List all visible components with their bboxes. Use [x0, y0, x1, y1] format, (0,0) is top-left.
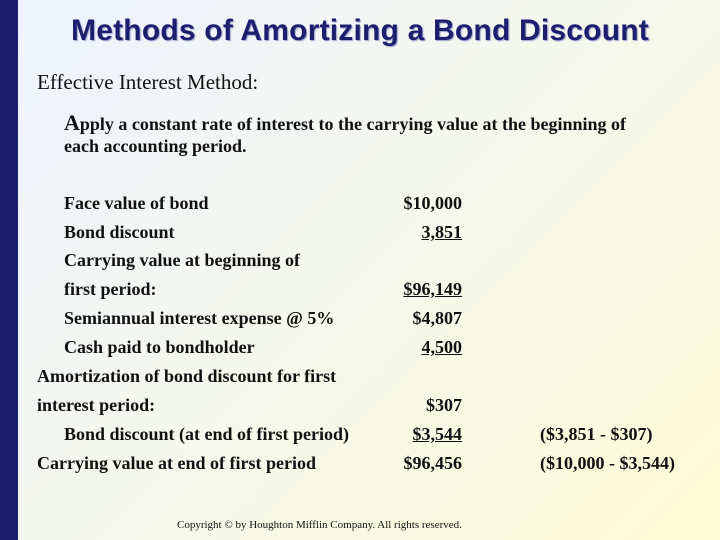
row-label-bond-discount: Bond discount	[64, 222, 175, 242]
row-value-discount-end: $3,544	[412, 424, 462, 444]
row-value-interest-period: $307	[426, 395, 462, 415]
row-label-interest-period: interest period:	[37, 395, 156, 415]
row-value-bond-discount: 3,851	[421, 222, 462, 242]
method-heading: Effective Interest Method:	[37, 70, 259, 94]
row-label-discount-end: Bond discount (at end of first period)	[64, 424, 350, 444]
row-value-cash-paid: 4,500	[421, 337, 462, 357]
left-accent-bar	[0, 0, 18, 540]
description-line-1-text: pply a constant rate of interest to the carrying value at the beginning of	[79, 114, 627, 134]
description-line-2: each accounting period.	[64, 136, 247, 156]
row-note-carrying-end: ($10,000 - $3,544)	[540, 453, 675, 473]
row-note-discount-end: ($3,851 - $307)	[540, 424, 653, 444]
row-value-face-value: $10,000	[403, 193, 462, 213]
row-value-carrying-end: $96,456	[403, 453, 462, 473]
row-value-interest-expense: $4,807	[412, 308, 462, 328]
row-label-face-value: Face value of bond	[64, 193, 209, 213]
row-label-amortization: Amortization of bond discount for first	[37, 366, 337, 386]
row-label-cash-paid: Cash paid to bondholder	[64, 337, 255, 357]
row-label-carrying-end: Carrying value at end of first period	[37, 453, 316, 473]
row-label-first-period: first period:	[64, 279, 157, 299]
row-value-first-period: $96,149	[403, 279, 462, 299]
description-initial: A	[64, 110, 80, 135]
slide-title: Methods of Amortizing a Bond Discount	[71, 14, 649, 47]
copyright-notice: Copyright © by Houghton Mifflin Company. All rights reserved.	[177, 519, 462, 531]
row-label-interest-expense: Semiannual interest expense @ 5%	[64, 308, 335, 328]
description-line-1	[64, 110, 626, 136]
row-label-carrying-value-begin: Carrying value at beginning of	[64, 250, 301, 270]
